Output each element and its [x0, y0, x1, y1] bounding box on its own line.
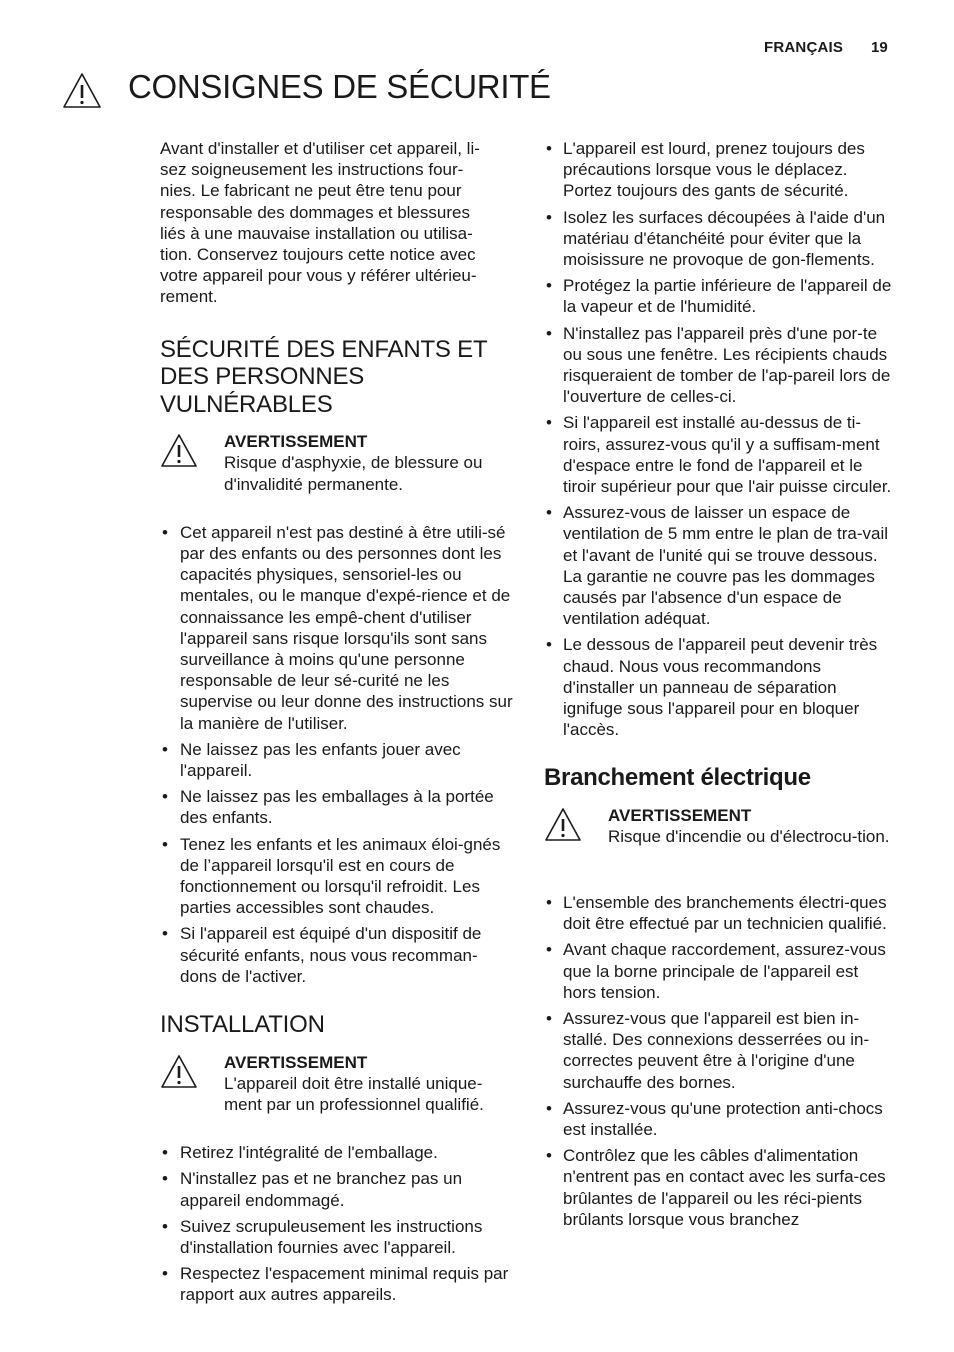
electrical-warning [544, 805, 896, 865]
list-item: • Assurez-vous qu'une protection anti-chocs est installée. [544, 1098, 896, 1140]
list-item: • Le dessous de l'appareil peut devenir très chaud. Nous vous recommandons d'installer un panneau de séparation ignifuge sous l'appareil pour en bloquer l'accès. [544, 634, 896, 740]
warning-triangle-icon [160, 1054, 198, 1090]
intro-line: tion. Conservez toujours cette notice avec [160, 245, 476, 265]
electrical-list [544, 892, 896, 1230]
list-item: • Assurez-vous que l'appareil est bien in-stallé. Des connexions desserrées ou in-correctes peuvent être à l'origine d'une surchauffe des bornes. [544, 1008, 896, 1093]
right-column [544, 138, 896, 1254]
heading-line: DES PERSONNES [160, 363, 365, 391]
intro-line: Avant d'installer et d'utiliser cet appareil, li- [160, 139, 480, 158]
installation-list-left [160, 1142, 514, 1305]
warning-text: Risque d'incendie ou d'électrocu-tion. [608, 827, 890, 847]
list-item: • Si l'appareil est équipé d'un dispositif de sécurité enfants, nous vous recomman-dons de l'activer. [160, 923, 514, 987]
heading-line: SÉCURITÉ DES ENFANTS ET [160, 335, 488, 363]
list-item: • Contrôlez que les câbles d'alimentation n'entrent pas en contact avec les surfa-ces brûlantes de l'appareil ou les réci-pients brûlants lorsque vous branchez [544, 1145, 896, 1230]
intro-line: sez soigneusement les instructions four- [160, 160, 464, 180]
list-item: • Respectez l'espacement minimal requis par rapport aux autres appareils. [160, 1263, 514, 1305]
warning-title: AVERTISSEMENT [608, 805, 752, 825]
list-item: • Tenez les enfants et les animaux éloi-gnés de l’appareil lorsqu'il est en cours de fonctionnement ou lorsqu'il refroidit. Les parties accessibles sont chaudes. [160, 834, 514, 919]
list-item: • Cet appareil n'est pas destiné à être utili-sé par des enfants ou des personnes dont les capacités physiques, sensoriel-les ou mentales, ou le manque d'expé-rience et de connaissance les empê-chent d'utiliser l'appareil sans risque lorsqu'ils sont sans surveillance à moins qu'une personne responsable de leur sé-curité ne les supervise ou leur donne des instructions sur la manière de l'utiliser. [160, 522, 514, 734]
intro-line: votre appareil pour vous y référer ultérieu- [160, 266, 477, 286]
warning-text: Risque d'asphyxie, de blessure ou d'invalidité permanente. [224, 453, 483, 494]
list-item: • N'installez pas et ne branchez pas un appareil endommagé. [160, 1168, 514, 1210]
page-number: 19 [871, 39, 888, 56]
list-item: • Si l'appareil est installé au-dessus de ti-roirs, assurez-vous qu'il y a suffisam-ment d'espace entre le fond de l'appareil et le tiroir supérieur pour que l'air puisse circuler. [544, 412, 896, 497]
warning-title: AVERTISSEMENT [224, 432, 368, 452]
list-item: • Assurez-vous de laisser un espace de ventilation de 5 mm entre le plan de tra-vail et l'avant de l'unité qui se trouve dessous. La garantie ne couvre pas les dommages causés par l'absence d'un espace de ventilation adéquat. [544, 502, 896, 629]
list-item: • N'installez pas l'appareil près d'une por-te ou sous une fenêtre. Les récipients chauds risqueraient de tomber de l'ap-pareil lors de l'ouverture de celles-ci. [544, 323, 896, 408]
warning-triangle-icon [544, 807, 582, 843]
intro-line: responsable des dommages et blessures [160, 202, 470, 222]
intro-line: nies. Le fabricant ne peut être tenu pour [160, 181, 462, 201]
children-warning [160, 431, 514, 495]
electrical-heading: Branchement électrique [544, 764, 811, 792]
list-item: • Ne laissez pas les enfants jouer avec l'appareil. [160, 739, 514, 781]
children-safety-heading [160, 336, 514, 419]
list-item: • Retirez l'intégralité de l'emballage. [160, 1142, 514, 1163]
installation-warning [160, 1052, 514, 1116]
installation-list-right [544, 138, 896, 740]
warning-title: AVERTISSEMENT [224, 1052, 368, 1072]
children-list [160, 522, 514, 987]
left-column [160, 138, 514, 1330]
list-item: • L'appareil est lourd, prenez toujours des précautions lorsque vous le déplacez. Portez toujours des gants de sécurité. [544, 138, 896, 202]
page-title: CONSIGNES DE SÉCURITÉ [128, 68, 551, 105]
list-item: • Avant chaque raccordement, assurez-vous que la borne principale de l'appareil est hors tension. [544, 939, 896, 1003]
list-item: • Suivez scrupuleusement les instructions d'installation fournies avec l'appareil. [160, 1216, 514, 1258]
intro-line: rement. [160, 287, 218, 307]
installation-heading: INSTALLATION [160, 1011, 325, 1038]
intro-line: liés à une mauvaise installation ou utilisa- [160, 223, 473, 243]
header-language: FRANÇAIS [764, 39, 844, 56]
warning-triangle-icon [62, 72, 102, 110]
warning-text: L'appareil doit être installé unique-ment par un professionnel qualifié. [224, 1073, 484, 1114]
list-item: • Protégez la partie inférieure de l'appareil de la vapeur et de l'humidité. [544, 275, 896, 317]
intro-paragraph [160, 138, 514, 308]
warning-triangle-icon [160, 433, 198, 469]
list-item: • Ne laissez pas les emballages à la portée des enfants. [160, 786, 514, 828]
heading-line: VULNÉRABLES [160, 390, 333, 418]
list-item: • L'ensemble des branchements électri-ques doit être effectué par un technicien qualifié. [544, 892, 896, 934]
list-item: • Isolez les surfaces découpées à l'aide d'un matériau d'étanchéité pour éviter que la moisissure ne provoque de gon-flements. [544, 207, 896, 271]
